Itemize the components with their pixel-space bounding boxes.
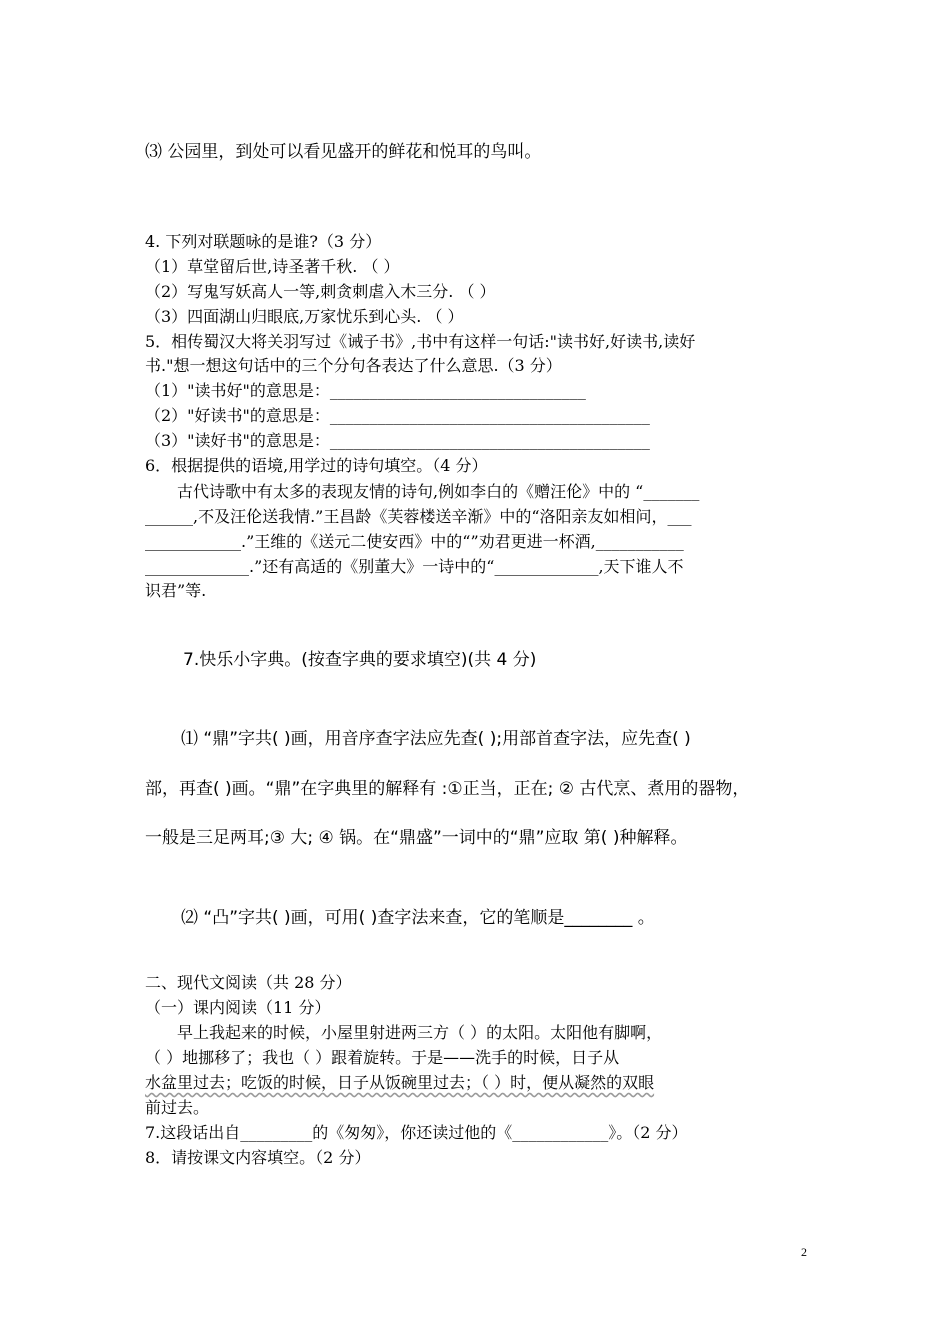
q5-line-2: 书."想一想这句话中的三个分句各表达了什么意思.（3 分） [145,356,562,375]
q6-line-5: 识君”等. [145,581,207,600]
q3-item3: ⑶ 公园里，到处可以看见盛开的鲜花和悦耳的鸟叫。 [145,142,542,162]
passage-line-2: （ ）地挪移了；我也（ ）跟着旋转。于是——洗手的时候，日子从 [145,1048,620,1067]
q7-part1-line-1: ⑴ “鼎”字共( )画，用音序查字法应先查( );用部首查字法，应先查( ) [181,729,691,749]
passage-line-1: 早上我起来的时候，小屋里射进两三方（ ）的太阳。太阳他有脚啊， [145,1023,663,1042]
section2-q8: 8．请按课文内容填空。（2 分） [145,1148,371,1167]
passage-line-3: 水盆里过去；吃饭的时候，日子从饭碗里过去；（ ）时，便从凝然的双眼 [145,1073,655,1092]
q4-item-1: （1）草堂留后世,诗圣著千秋. （ ） [145,257,400,276]
section2-title: 二、现代文阅读（共 28 分） [145,973,352,992]
q4-item-3: （3）四面湖山归眼底,万家忧乐到心头. （ ） [145,307,464,326]
q5-line-1: 5．相传蜀汉大将关羽写过《诫子书》,书中有这样一句话:"读书好,好读书,读好 [145,332,696,351]
q7-dictionary-title: 7.快乐小字典。(按查字典的要求填空)(共 4 分) [183,650,537,670]
passage-line-4: 前过去。 [145,1098,210,1117]
q6-line-1: 古代诗歌中有太多的表现友情的诗句,例如李白的《赠汪伦》中的 “_______ [145,482,700,501]
q4-item-2: （2）写鬼写妖高人一等,刺贪刺虐入木三分. （ ） [145,282,496,301]
q6-title: 6．根据提供的语境,用学过的诗句填空。（4 分） [145,456,488,475]
section2-subtitle: （一）课内阅读（11 分） [145,998,331,1017]
q6-line-4: _____________.”还有高适的《别董大》一诗中的“_____________,天下谁人不 [145,557,684,576]
q7-part1-line-3: 一般是三足两耳;③ 大; ④ 锅。在“鼎盛”一词中的“鼎”应取 第( )种解释。 [145,828,688,848]
q4-title: 4. 下列对联题咏的是谁?（3 分） [145,232,382,251]
page-number: 2 [801,1245,807,1259]
section2-q7: 7.这段话出自_________的《匆匆》，你还读过他的《____________》。（2 分） [145,1123,688,1142]
q5-item-2: （2）"好读书"的意思是：________________________________________ [145,406,650,425]
q7-part2: ⑵ “凸”字共( )画，可用( )查字法来查，它的笔顺是________ 。 [181,908,655,928]
q6-line-2: ______,不及汪伦送我情.”王昌龄《芙蓉楼送辛渐》中的“洛阳亲友如相问，___ [145,507,692,526]
q5-item-1: （1）"读书好"的意思是：________________________________ [145,381,586,400]
q7-part1-line-2: 部，再查( )画。“鼎”在字典里的解释有 :①正当，正在; ② 古代烹、煮用的器物， [145,779,750,799]
q5-item-3: （3）"读好书"的意思是：________________________________________ [145,431,650,450]
q6-line-3: ____________.”王维的《送元二使安西》中的“”劝君更进一杯酒,___________ [145,532,684,551]
